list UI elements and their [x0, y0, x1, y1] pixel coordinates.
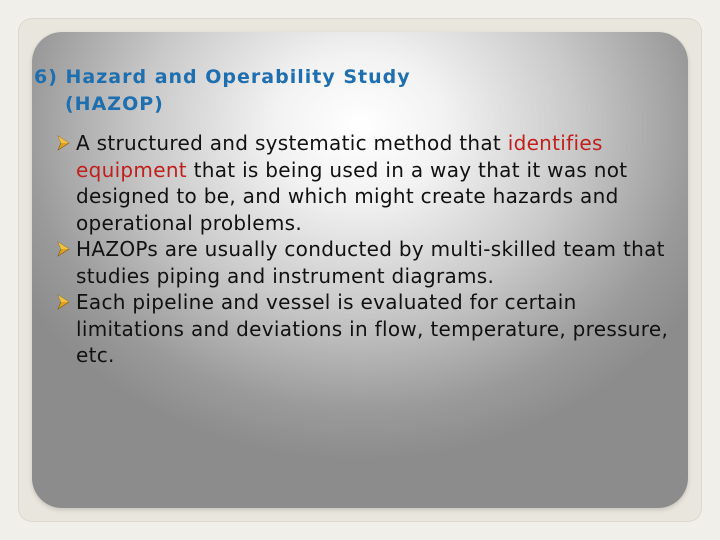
arrow-bullet-icon [55, 294, 71, 310]
bullet-text: A structured and systematic method that identifies equipment that is being used in a way that it was not designed to be, and which might create hazards and operational problems. [76, 131, 628, 235]
title-line-1: 6) Hazard and Operability Study [34, 66, 411, 88]
bullet-item [55, 236, 675, 289]
arrow-bullet-icon [55, 135, 71, 151]
title-line-2: (HAZOP) [65, 93, 164, 115]
bullet-text: HAZOPs are usually conducted by multi-skilled team that studies piping and instrument diagrams. [76, 237, 665, 288]
arrow-bullet-icon [55, 241, 71, 257]
bullet-text: Each pipeline and vessel is evaluated for certain limitations and deviations in flow, temperature, pressure, etc. [76, 290, 669, 367]
bullet-item [55, 289, 675, 369]
slide-title [34, 64, 411, 118]
bullet-item [55, 130, 675, 236]
highlighted-text: identifies equipment [76, 131, 603, 182]
bullet-list [55, 130, 675, 369]
